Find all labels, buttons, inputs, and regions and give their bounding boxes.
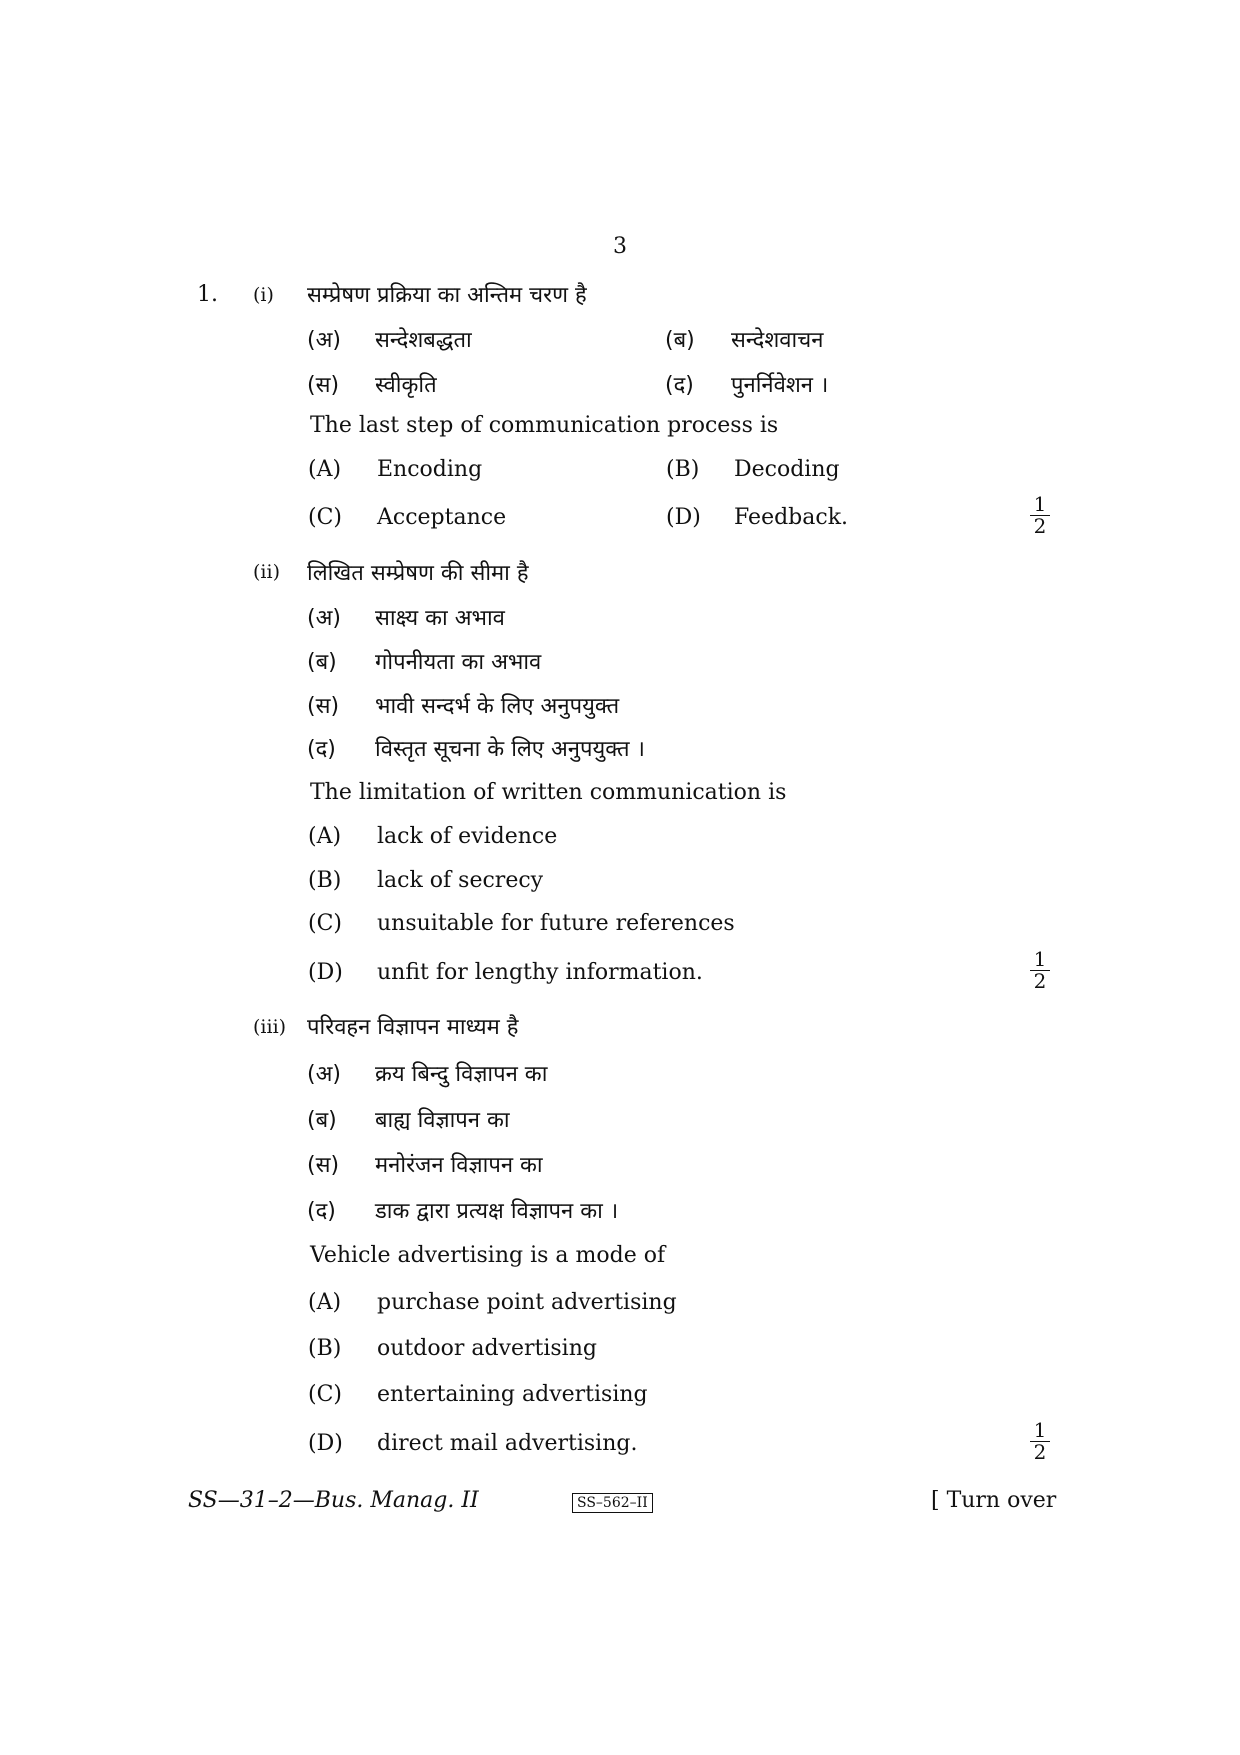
q3-english-question: Vehicle advertising is a mode of: [310, 1243, 666, 1268]
q1-en-option-label-d: (D): [666, 505, 701, 530]
q1-en-option-c: Acceptance: [377, 505, 507, 530]
q1-hi-option-c: स्वीकृति: [375, 373, 437, 398]
q1-en-option-a: Encoding: [377, 457, 483, 482]
q3-marks-numerator: 1: [1030, 1420, 1050, 1442]
q2-hi-option-c: भावी सन्दर्भ के लिए अनुपयुक्त: [375, 694, 620, 719]
q2-hi-option-label-d: (द): [307, 737, 336, 762]
q1-hi-option-d: पुनर्निवेशन ।: [731, 373, 829, 398]
q2-en-option-d: unfit for lengthy information.: [377, 960, 703, 985]
q2-en-option-label-d: (D): [308, 960, 343, 985]
q2-hi-option-label-b: (ब): [307, 650, 337, 675]
q1-hi-option-b: सन्देशवाचन: [731, 328, 824, 353]
q3-marks-denominator: 2: [1033, 1440, 1047, 1464]
q2-en-option-label-a: (A): [308, 824, 342, 849]
q2-hi-option-a: साक्ष्य का अभाव: [375, 606, 505, 631]
q3-hi-option-c: मनोरंजन विज्ञापन का: [375, 1153, 543, 1178]
q3-en-option-label-a: (A): [308, 1290, 342, 1315]
q3-hi-option-label-d: (द): [307, 1199, 336, 1224]
q1-hi-option-label-c: (स): [307, 373, 340, 398]
q3-en-option-label-d: (D): [308, 1431, 343, 1456]
q3-en-option-label-c: (C): [308, 1382, 342, 1407]
q2-hi-option-label-a: (अ): [307, 606, 341, 631]
q3-en-option-b: outdoor advertising: [377, 1336, 597, 1361]
q1-english-question: The last step of communication process is: [310, 413, 779, 438]
q1-hi-option-label-a: (अ): [307, 328, 341, 353]
q3-hi-option-label-c: (स): [307, 1153, 340, 1178]
q3-hi-option-label-a: (अ): [307, 1062, 341, 1087]
q2-hi-option-b: गोपनीयता का अभाव: [375, 650, 542, 675]
q1-marks-numerator: 1: [1030, 494, 1050, 516]
q1-en-option-b: Decoding: [734, 457, 840, 482]
q2-marks-fraction: [1030, 949, 1050, 992]
q3-en-option-c: entertaining advertising: [377, 1382, 648, 1407]
q3-en-option-label-b: (B): [308, 1336, 342, 1361]
footer-paper-code: SS—31–2—Bus. Manag. II: [188, 1488, 479, 1513]
page-number: 3: [613, 234, 627, 259]
q3-hi-option-d: डाक द्वारा प्रत्यक्ष विज्ञापन का ।: [375, 1199, 619, 1224]
q1-en-option-label-b: (B): [666, 457, 700, 482]
footer-exam-code-box: SS–562–II: [572, 1493, 653, 1513]
q3-hi-option-a: क्रय बिन्दु विज्ञापन का: [375, 1062, 548, 1087]
q3-en-option-a: purchase point advertising: [377, 1290, 677, 1315]
q2-en-option-label-b: (B): [308, 868, 342, 893]
q2-hi-option-d: विस्तृत सूचना के लिए अनुपयुक्त ।: [375, 737, 645, 762]
q3-hindi-question: परिवहन विज्ञापन माध्यम है: [307, 1015, 519, 1040]
q2-en-option-c: unsuitable for future references: [377, 911, 735, 936]
question-number: 1.: [197, 282, 218, 307]
q1-marks-fraction: [1030, 494, 1050, 537]
q1-hi-option-label-d: (द): [665, 373, 694, 398]
subquestion-label-ii: (ii): [253, 561, 280, 583]
q2-english-question: The limitation of written communication is: [310, 780, 787, 805]
q1-en-option-label-a: (A): [308, 457, 342, 482]
turn-over-note: [ Turn over: [931, 1488, 1057, 1513]
q3-hi-option-b: बाह्य विज्ञापन का: [375, 1108, 510, 1133]
q1-hi-option-a: सन्देशबद्धता: [375, 328, 472, 353]
q3-marks-fraction: [1030, 1420, 1050, 1463]
q1-marks-denominator: 2: [1033, 514, 1047, 538]
q2-en-option-b: lack of secrecy: [377, 868, 544, 893]
q2-en-option-a: lack of evidence: [377, 824, 558, 849]
q2-marks-numerator: 1: [1030, 949, 1050, 971]
q2-en-option-label-c: (C): [308, 911, 342, 936]
q1-hindi-question: सम्प्रेषण प्रक्रिया का अन्तिम चरण है: [307, 283, 587, 308]
subquestion-label-iii: (iii): [253, 1016, 287, 1038]
q3-hi-option-label-b: (ब): [307, 1108, 337, 1133]
q1-en-option-label-c: (C): [308, 505, 342, 530]
q3-en-option-d: direct mail advertising.: [377, 1431, 638, 1456]
q2-hindi-question: लिखित सम्प्रेषण की सीमा है: [307, 561, 529, 586]
q1-en-option-d: Feedback.: [734, 505, 849, 530]
q2-hi-option-label-c: (स): [307, 694, 340, 719]
subquestion-label-i: (i): [253, 284, 274, 306]
q1-hi-option-label-b: (ब): [665, 328, 695, 353]
q2-marks-denominator: 2: [1033, 969, 1047, 993]
